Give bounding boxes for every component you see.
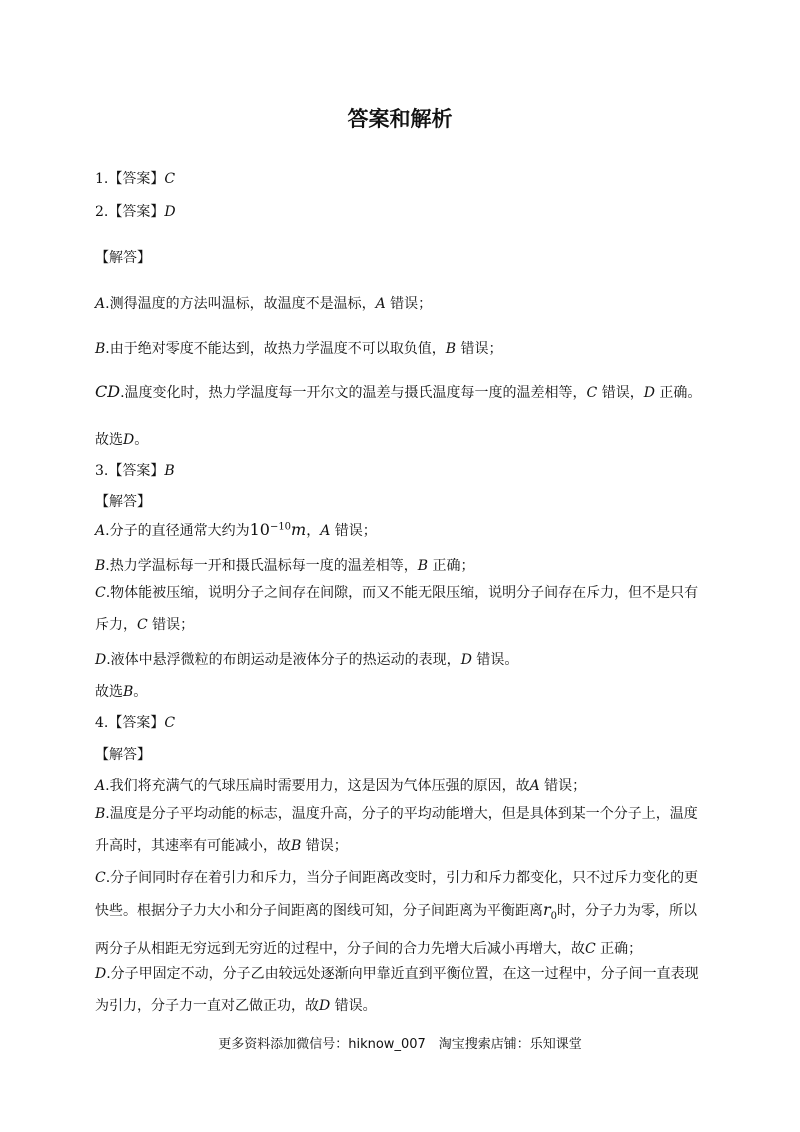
q4-option-d: D.分子甲固定不动，分子乙由较远处逐渐向甲靠近直到平衡位置，在这一过程中，分子间一直表现为引力，分子力一直对乙做正功，故D 错误。 [95, 966, 699, 1014]
q4-answer-line [95, 712, 710, 732]
q4-answer: C [164, 715, 176, 731]
q3-option-c: C.物体能被压缩，说明分子之间存在间隙，而又不能无限压缩，说明分子间存在斥力，但不是只有斥力，C 错误； [95, 585, 699, 633]
q1-answer-tag: 【答案】 [108, 171, 165, 187]
q3-answer: B [164, 463, 175, 479]
q4-answer-tag: 【答案】 [108, 715, 165, 731]
q3-option-a: A.分子的直径通常大约为$10^{-10}m$，A 错误； [95, 520, 377, 539]
q3-option-d: D.液体中悬浮微粒的布朗运动是液体分子的热运动的表现，D 错误。 [95, 652, 519, 668]
q4-option-c: C.分子间同时存在着引力和斥力，当分子间距离改变时，引力和斥力都变化，只不过斥力变化的更快些。根据分子力大小和分子间距离的图线可知，分子间距离为平衡距离$r_0$时，分子力为零，所以两分子从相距无穷远到无穷近的过程中，分子间的合力先增大后减小再增大，故C 正确； [95, 870, 699, 957]
q4-number: 4. [95, 715, 109, 731]
q1-answer-line [95, 168, 710, 188]
q3-answer-tag: 【答案】 [108, 463, 165, 479]
page-title: 答案和解析 [347, 107, 453, 131]
q2-option-cd: CD.温度变化时，热力学温度每一开尔文的温差与摄氏温度每一度的温差相等，C 错误，D 正确。 [95, 382, 702, 401]
q4-option-a: A.我们将充满气的气球压扁时需要用力，这是因为气体压强的原因，故A 错误； [95, 778, 587, 794]
q2-answer-line [95, 201, 710, 221]
q2-option-b: B.由于绝对零度不能达到，故热力学温度不可以取负值，B 错误； [95, 341, 503, 357]
q2-answer-tag: 【答案】 [108, 204, 165, 220]
page-footer: 更多资料添加微信号：hiknow_007 淘宝搜索店铺：乐知课堂 [218, 1037, 582, 1052]
q4-solution-heading: 【解答】 [95, 747, 151, 763]
q4-option-b: B.温度是分子平均动能的标志，温度升高，分子的平均动能增大，但是具体到某一个分子上，温度升高时，其速率有可能减小，故B 错误； [95, 806, 698, 854]
q1-answer: C [164, 171, 176, 187]
q2-answer: D [164, 204, 176, 220]
q3-conclusion: 故选B。 [95, 684, 148, 700]
q3-answer-line [95, 460, 710, 480]
q3-option-b: B.热力学温标每一开和摄氏温标每一度的温差相等，B 正确； [95, 558, 475, 574]
q2-number: 2. [95, 204, 109, 220]
q3-number: 3. [95, 463, 109, 479]
q2-solution-heading: 【解答】 [95, 250, 151, 266]
q2-option-a: A.测得温度的方法叫温标，故温度不是温标，A 错误； [95, 296, 433, 312]
q2-conclusion: 故选D。 [95, 432, 149, 448]
q3-solution-heading: 【解答】 [95, 494, 151, 510]
q1-number: 1. [95, 171, 109, 187]
